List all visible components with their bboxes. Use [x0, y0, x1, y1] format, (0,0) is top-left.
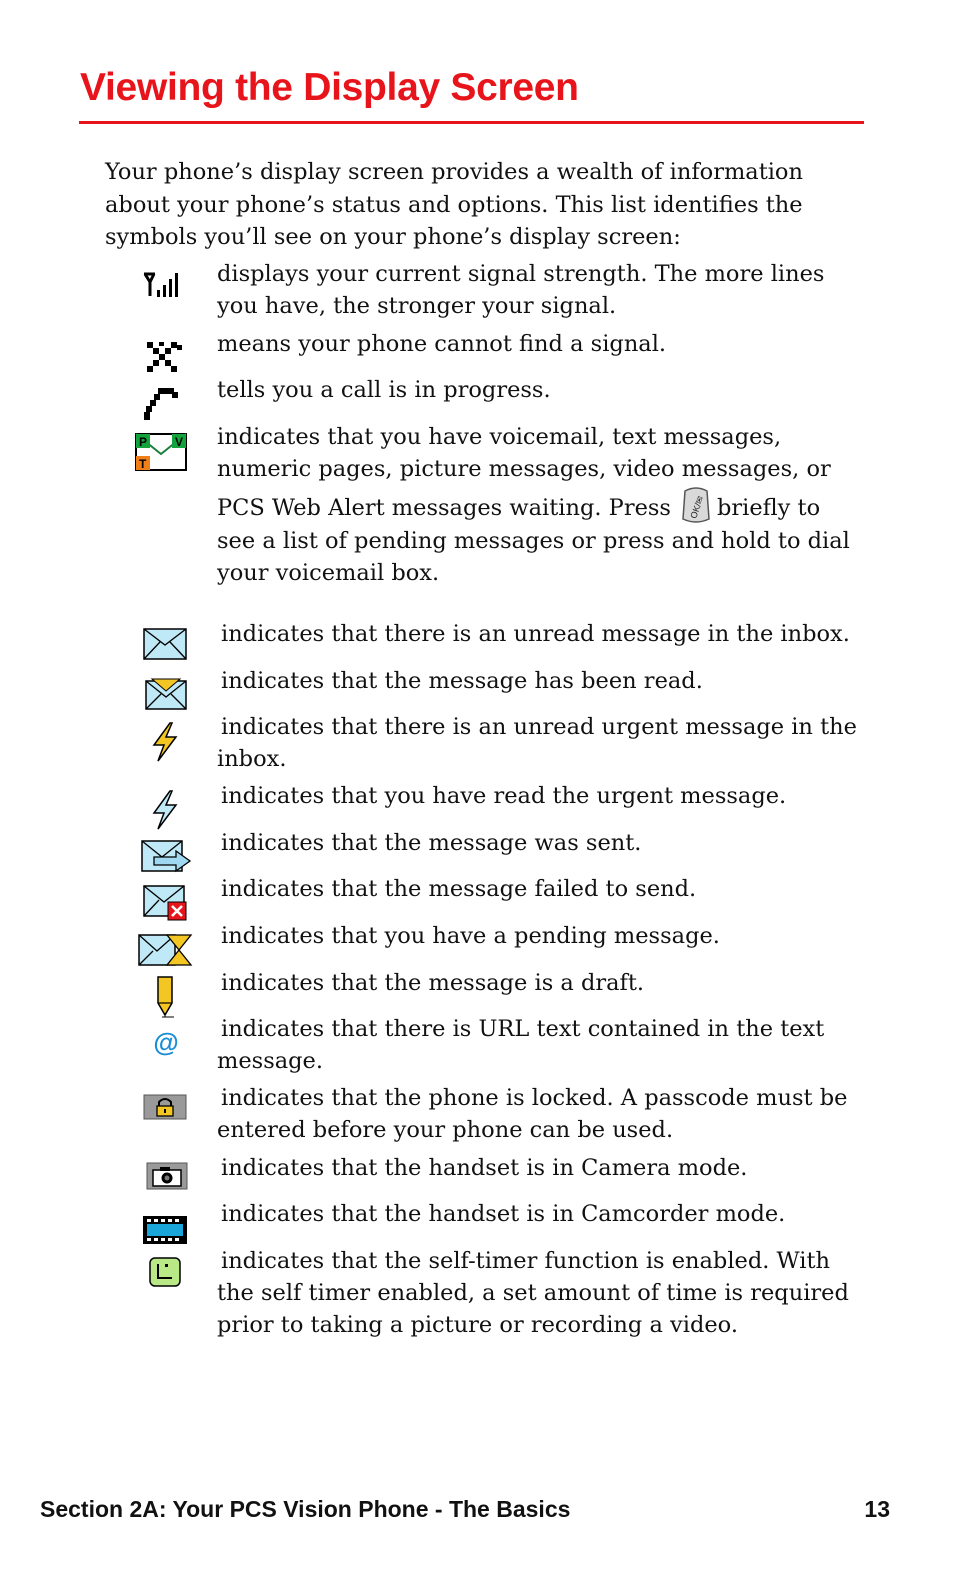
intro-paragraph: Your phone’s display screen provides a wealth of information about your phone’s status and options. This list identifies the symbols you’ll see on your phone’s display screen: [105, 159, 803, 250]
sent-message-desc: indicates that the message was sent. [221, 830, 642, 856]
page-title: Viewing the Display Screen [80, 66, 579, 109]
draft-message-desc: indicates that the message is a draft. [221, 970, 645, 996]
svg-text:OK/✉: OK/✉ [688, 494, 706, 520]
read-message-desc: indicates that the message has been read. [221, 668, 703, 694]
unread-urgent-desc: indicates that there is an unread urgent message in the inbox. [217, 714, 857, 772]
camcorder-mode-desc: indicates that the handset is in Camcorder mode. [221, 1201, 786, 1227]
svg-text:V: V [175, 435, 184, 449]
failed-message-desc: indicates that the message failed to send. [221, 876, 697, 902]
phone-locked-desc: indicates that the phone is locked. A passcode must be entered before your phone can be used. [217, 1085, 848, 1143]
read-message-icon [144, 675, 188, 711]
signal-strength-desc: displays your current signal strength. The more lines you have, the stronger your signal. [217, 261, 825, 319]
page-footer [40, 1496, 890, 1523]
svg-text:@: @ [153, 1027, 179, 1057]
signal-strength-icon [141, 268, 185, 300]
failed-message-icon [142, 884, 190, 922]
ok-voicemail-key-icon[interactable] [679, 485, 713, 525]
page-number: 13 [864, 1496, 890, 1522]
svg-text:T: T [139, 457, 147, 471]
camera-mode-desc: indicates that the handset is in Camera mode. [221, 1155, 748, 1181]
voicemail-messages-icon [134, 432, 188, 472]
self-timer-desc: indicates that the self-timer function is enabled. With the self timer enabled, a set amount of time is required prior to taking a picture or recording a video. [217, 1248, 849, 1338]
unread-message-icon [142, 627, 188, 661]
pending-message-desc: indicates that you have a pending message. [221, 923, 720, 949]
draft-message-icon [152, 975, 178, 1019]
voicemail-messages-desc: indicates that you have voicemail, text messages, numeric pages, picture messages, video messages, or PCS Web Alert messages waiting. Press OK/✉ briefly to see a list of pending messages or press and hold to dial your voicemail box. [217, 424, 850, 586]
sent-message-icon [140, 839, 192, 875]
self-timer-icon [148, 1256, 182, 1288]
phone-locked-icon [143, 1094, 187, 1120]
url-text-desc: indicates that there is URL text contained in the text message. [217, 1016, 825, 1074]
no-signal-desc: means your phone cannot find a signal. [217, 331, 667, 357]
svg-text:P: P [139, 435, 148, 449]
camera-mode-icon [146, 1162, 188, 1190]
no-signal-icon [145, 340, 185, 376]
unread-urgent-icon [148, 721, 182, 763]
title-rule [79, 121, 864, 124]
footer-section: Section 2A: Your PCS Vision Phone - The Basics [40, 1496, 571, 1522]
url-text-icon [150, 1026, 182, 1058]
call-in-progress-desc: tells you a call is in progress. [217, 377, 551, 403]
pending-message-icon [137, 931, 193, 969]
read-urgent-desc: indicates that you have read the urgent message. [221, 783, 787, 809]
camcorder-mode-icon [142, 1215, 188, 1245]
unread-message-desc: indicates that there is an unread message in the inbox. [221, 621, 850, 647]
call-in-progress-icon [142, 386, 182, 422]
read-urgent-icon [148, 789, 182, 831]
